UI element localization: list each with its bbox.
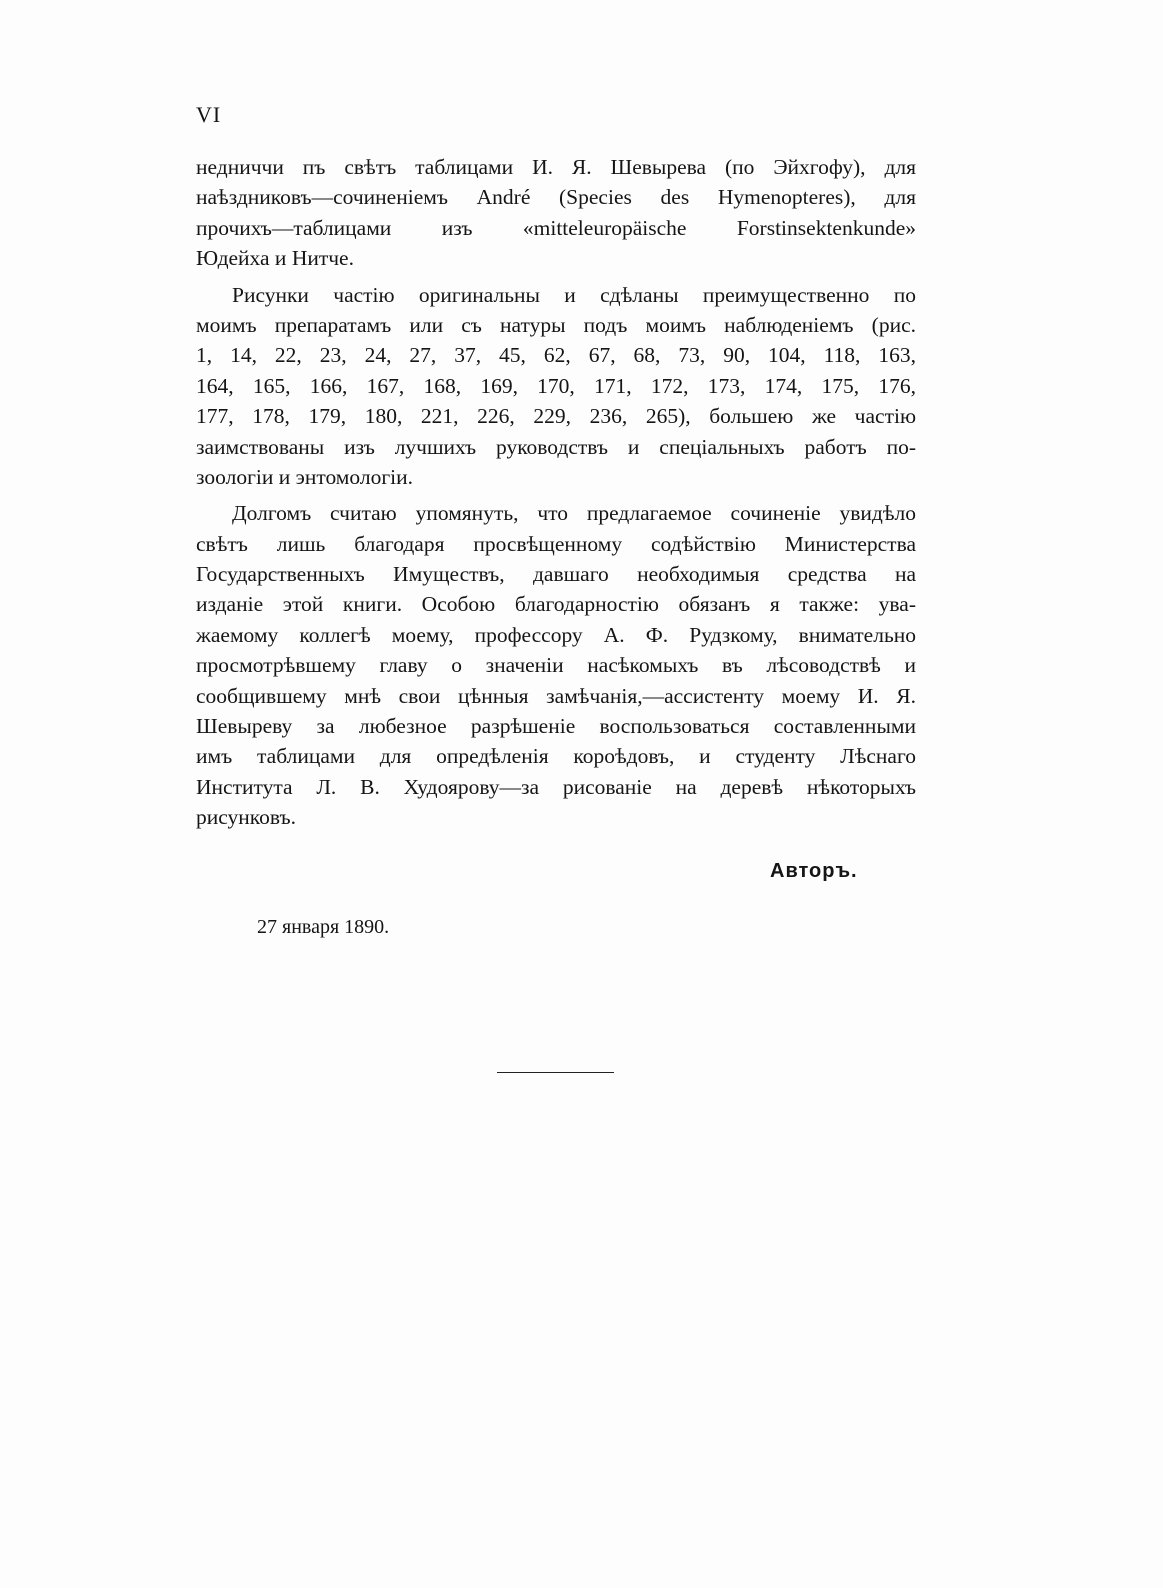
page-number: VI [196,102,222,127]
text-line: Рисунки частію оригинальны и сдѣланы преимущественно по [232,282,916,307]
paragraph [196,152,916,274]
paragraph [196,498,916,832]
text-line: 1, 14, 22, 23, 24, 27, 37, 45, 62, 67, 68, 73, 90, 104, 118, 163, [196,343,916,368]
text-line: наѣздниковъ—сочиненіемъ André (Species des Hymenopteres), для [196,185,916,210]
text-line: 164, 165, 166, 167, 168, 169, 170, 171, 172, 173, 174, 175, 176, [196,373,916,398]
date-line: 27 января 1890. [257,916,390,938]
text-line: зоологіи и энтомологіи. [196,464,414,489]
text-line: просмотрѣвшему главу о значеніи насѣкомыхъ въ лѣсоводствѣ и [196,653,916,678]
text-line: Юдейха и Нитче. [196,246,354,271]
text-line: имъ таблицами для опредѣленія короѣдовъ, и студенту Лѣснаго [196,744,916,769]
text-line: Шевыреву за любезное разрѣшеніе воспользоваться составленными [196,714,916,739]
text-line: недниччи пъ свѣтъ таблицами И. Я. Шевырева (по Эйхгофу), для [196,155,916,179]
body-text [196,152,916,833]
author-signature: Авторъ. [770,860,858,882]
text-line: свѣтъ лишь благодаря просвѣщенному содѣйствію Министерства [196,531,916,556]
text-line: Института Л. В. Худоярову—за рисованіе на деревѣ нѣкоторыхъ [196,774,916,799]
text-line: моимъ препаратамъ или съ натуры подъ моимъ наблюденіемъ (рис. [196,312,916,337]
text-line: сообщившему мнѣ свои цѣнныя замѣчанія,—ассистенту моему И. Я. [196,683,916,708]
section-divider [497,1072,614,1073]
text-line: Государственныхъ Имуществъ, давшаго необходимыя средства на [196,562,916,587]
text-line: заимствованы изъ лучшихъ руководствъ и спеціальныхъ работъ по- [196,434,916,459]
text-line: жаемому коллегѣ моему, профессору А. Ф. Рудзкому, внимательно [196,622,916,647]
text-line: изданіе этой книги. Особою благодарностію обязанъ я также: ува- [196,592,916,617]
text-line: прочихъ—таблицами изъ «mitteleuropäische Forstinsektenkunde» [196,215,916,240]
text-line: Долгомъ считаю упомянуть, что предлагаемое сочиненіе увидѣло [232,501,916,526]
paragraph [196,280,916,493]
text-line: рисунковъ. [196,805,296,830]
text-line: 177, 178, 179, 180, 221, 226, 229, 236, 265), большею же частію [196,404,916,429]
